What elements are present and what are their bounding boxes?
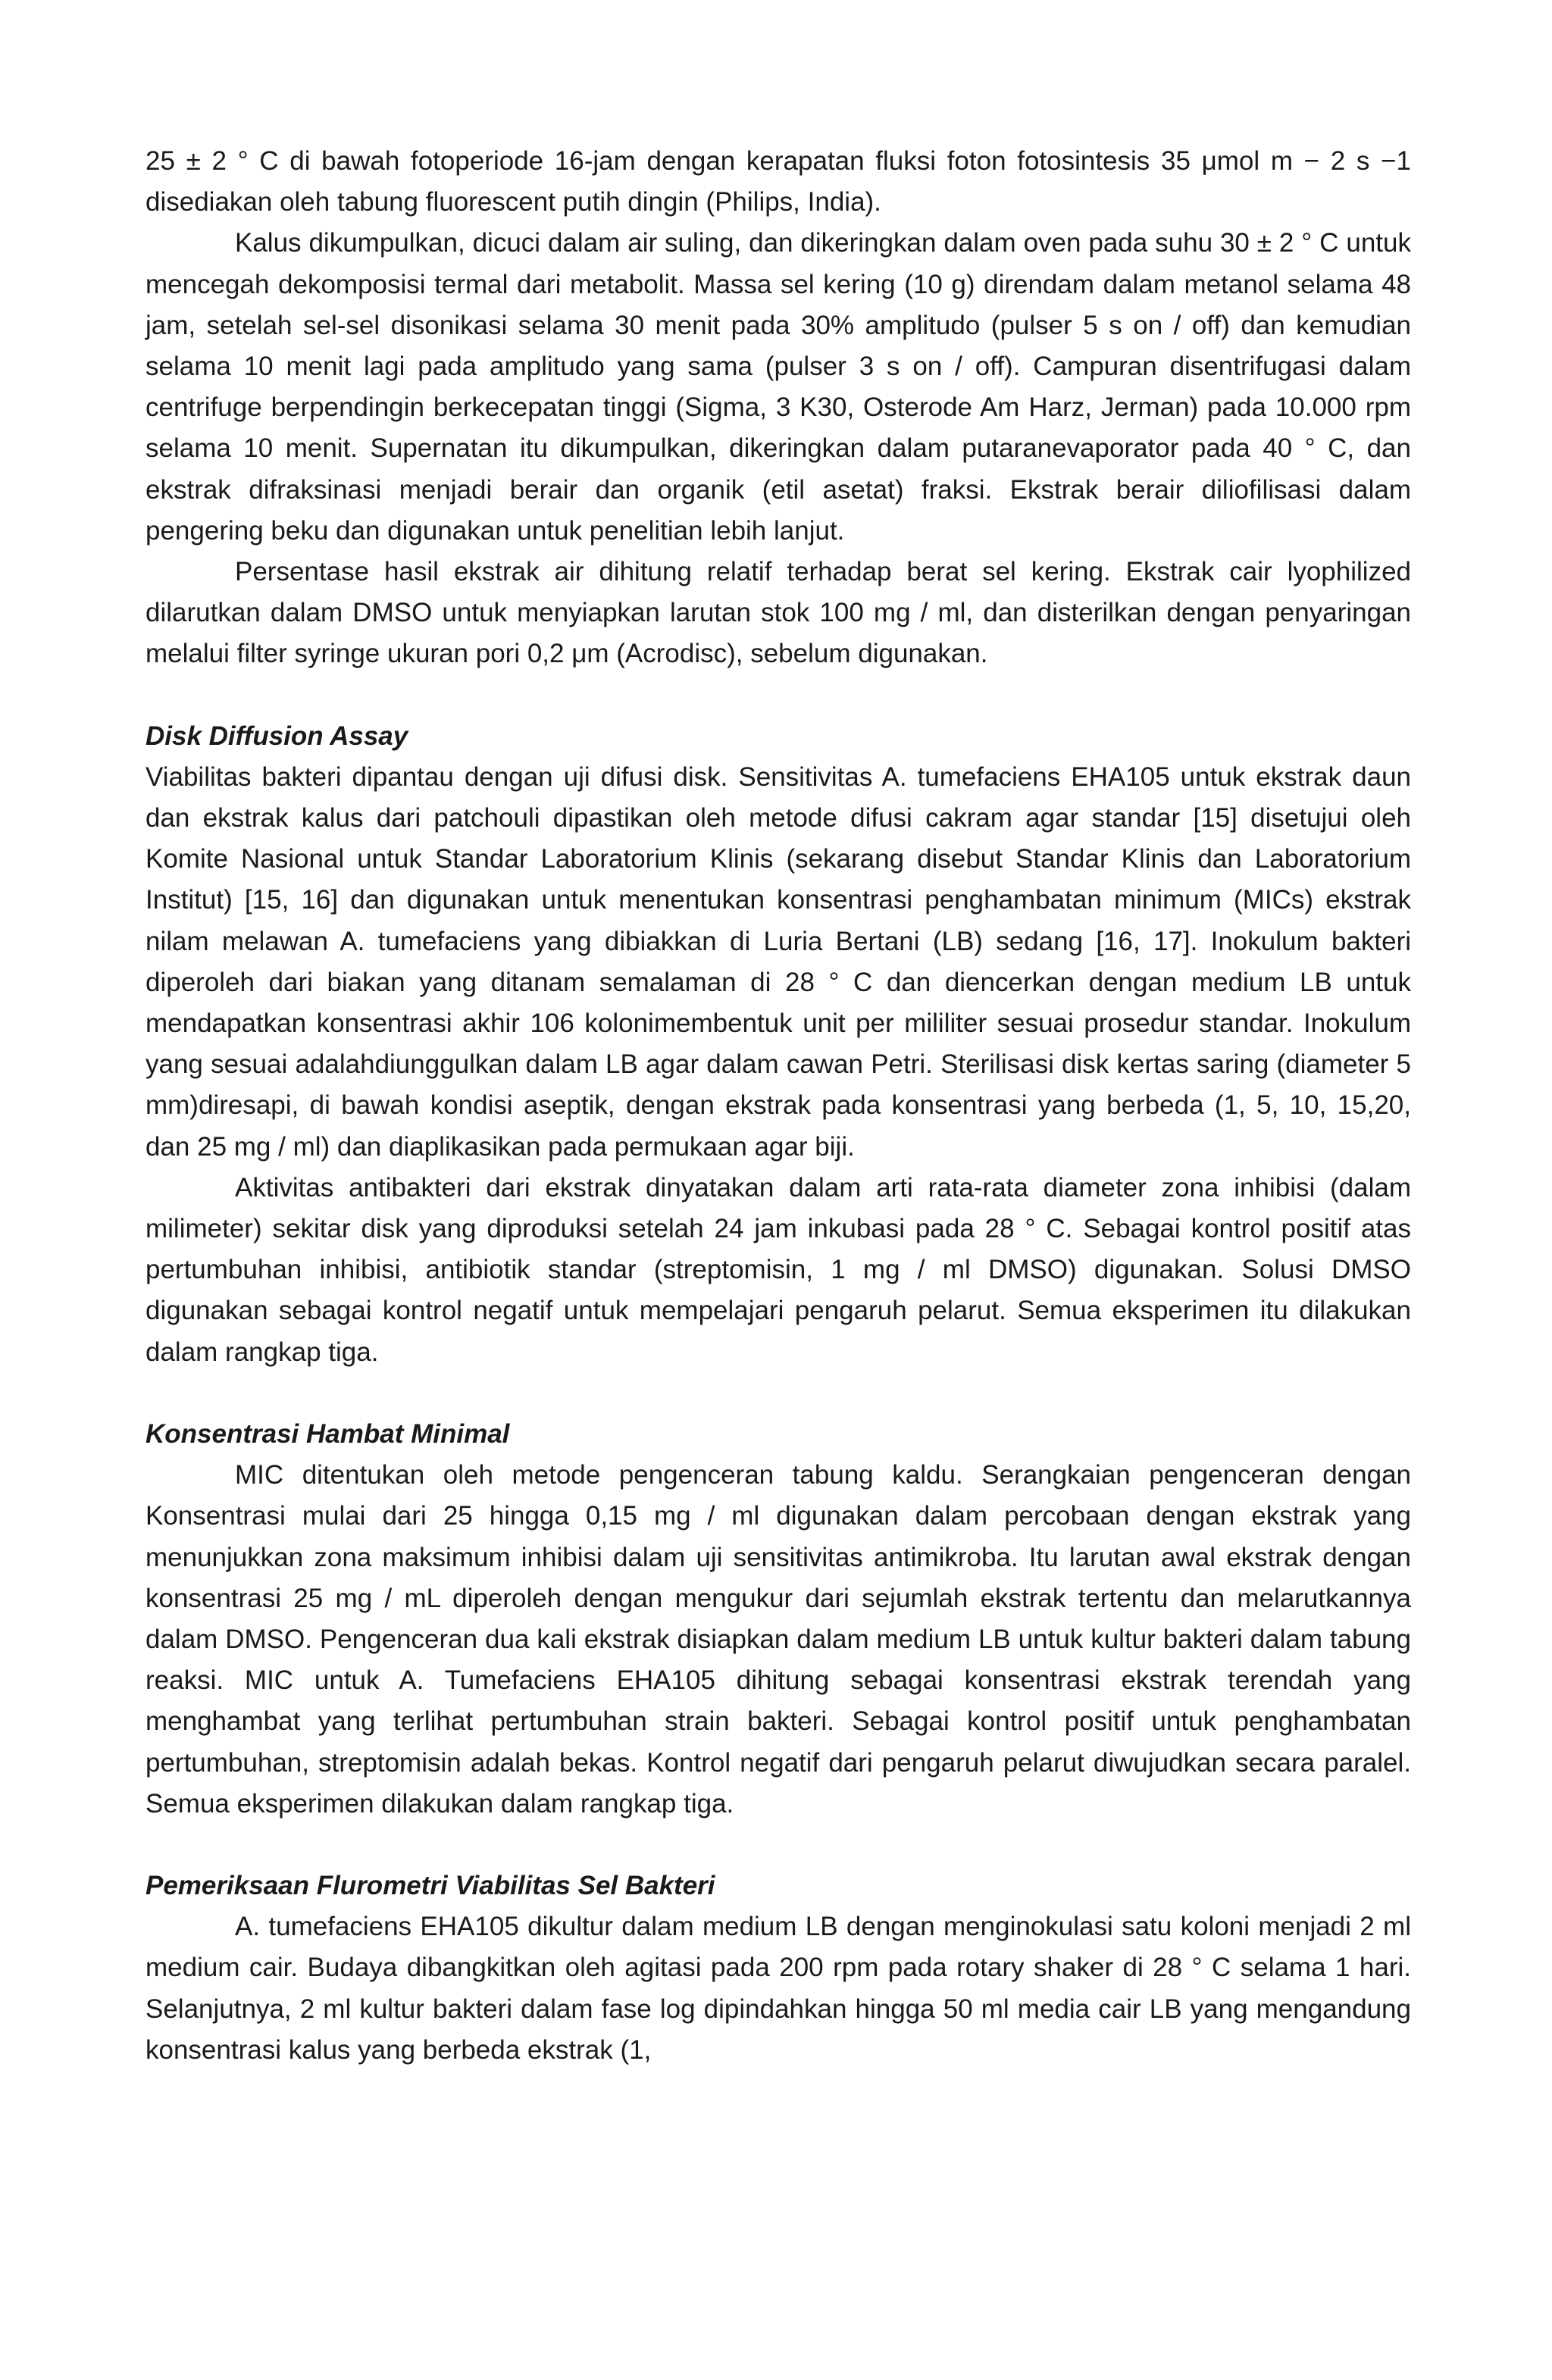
paragraph-fluorometry-1: A. tumefaciens EHA105 dikultur dalam medium LB dengan menginokulasi satu koloni menjadi 2 ml medium cair. Budaya dibangkitkan oleh agitasi pada 200 rpm pada rotary shaker di 28 ° C selama 1 hari. Selanjutnya, 2 ml kultur bakteri dalam fase log dipindahkan hingga 50 ml media cair LB yang mengandung konsentrasi kalus yang berbeda ekstrak (1, — [146, 1912, 1411, 2065]
paragraph-mic-1: MIC ditentukan oleh metode pengenceran tabung kaldu. Serangkaian pengenceran dengan Konsentrasi mulai dari 25 hingga 0,15 mg / ml digunakan dalam percobaan dengan ekstrak yang menunjukkan zona maksimum inhibisi dalam uji sensitivitas antimikroba. Itu larutan awal ekstrak dengan konsentrasi 25 mg / mL diperoleh dengan mengukur dari sejumlah ekstrak tertentu dan melarutkannya dalam DMSO. Pengenceran dua kali ekstrak disiapkan dalam medium LB untuk kultur bakteri dalam tabung reaksi. MIC untuk A. Tumefaciens EHA105 dihitung sebagai konsentrasi ekstrak terendah yang menghambat yang terlihat pertumbuhan strain bakteri. Sebagai kontrol positif untuk penghambatan pertumbuhan, streptomisin adalah bekas. Kontrol negatif dari pengaruh pelarut diwujudkan secara paralel. Semua eksperimen dilakukan dalam rangkap tiga. — [146, 1460, 1411, 1819]
section-spacer — [146, 1825, 1411, 1866]
section-heading-mic: Konsentrasi Hambat Minimal — [146, 1418, 510, 1449]
section-spacer — [146, 1373, 1411, 1414]
document-body — [146, 141, 1411, 2071]
section-spacer — [146, 675, 1411, 716]
paragraph-disk-diffusion-1: Viabilitas bakteri dipantau dengan uji difusi disk. Sensitivitas A. tumefaciens EHA105 untuk ekstrak daun dan ekstrak kalus dari patchouli dipastikan oleh metode difusi cakram agar standar [15] disetujui oleh Komite Nasional untuk Standar Laboratorium Klinis (sekarang disebut Standar Klinis dan Laboratorium Institut) [15, 16] dan digunakan untuk menentukan konsentrasi penghambatan minimum (MICs) ekstrak nilam melawan A. tumefaciens yang dibiakkan di Luria Bertani (LB) sedang [16, 17]. Inokulum bakteri diperoleh dari biakan yang ditanam semalaman di 28 ° C dan diencerkan dengan medium LB untuk mendapatkan konsentrasi akhir 106 kolonimembentuk unit per mililiter sesuai prosedur standar. Inokulum yang sesuai adalahdiunggulkan dalam LB agar dalam cawan Petri. Sterilisasi disk kertas saring (diameter 5 mm)diresapi, di bawah kondisi aseptik, dengan ekstrak pada konsentrasi yang berbeda (1, 5, 10, 15,20, dan 25 mg / ml) dan diaplikasikan pada permukaan agar biji. — [146, 762, 1411, 1162]
section-heading-disk-diffusion: Disk Diffusion Assay — [146, 721, 408, 751]
section-heading-fluorometry: Pemeriksaan Flurometri Viabilitas Sel Bakteri — [146, 1870, 715, 1900]
paragraph-callus-extraction: Kalus dikumpulkan, dicuci dalam air suling, dan dikeringkan dalam oven pada suhu 30 ± 2 ° C untuk mencegah dekomposisi termal dari metabolit. Massa sel kering (10 g) direndam dalam metanol selama 48 jam, setelah sel-sel disonikasi selama 30 menit pada 30% amplitudo (pulser 5 s on / off) dan kemudian selama 10 menit lagi pada amplitudo yang sama (pulser 3 s on / off). Campuran disentrifugasi dalam centrifuge berpendingin berkecepatan tinggi (Sigma, 3 K30, Osterode Am Harz, Jerman) pada 10.000 rpm selama 10 menit. Supernatan itu dikumpulkan, dikeringkan dalam putaranevaporator pada 40 ° C, dan ekstrak difraksinasi menjadi berair dan organik (etil asetat) fraksi. Ekstrak berair diliofilisasi dalam pengering beku dan digunakan untuk penelitian lebih lanjut. — [146, 228, 1411, 546]
paragraph-intro-continued: 25 ± 2 ° C di bawah fotoperiode 16-jam dengan kerapatan fluksi foton fotosintesis 35 μmol m − 2 s −1 disediakan oleh tabung fluorescent putih dingin (Philips, India). — [146, 146, 1411, 217]
paragraph-extract-yield: Persentase hasil ekstrak air dihitung relatif terhadap berat sel kering. Ekstrak cair lyophilized dilarutkan dalam DMSO untuk menyiapkan larutan stok 100 mg / ml, dan disterilkan dengan penyaringan melalui filter syringe ukuran pori 0,2 μm (Acrodisc), sebelum digunakan. — [146, 557, 1411, 669]
paragraph-disk-diffusion-2: Aktivitas antibakteri dari ekstrak dinyatakan dalam arti rata-rata diameter zona inhibisi (dalam milimeter) sekitar disk yang diproduksi setelah 24 jam inkubasi pada 28 ° C. Sebagai kontrol positif atas pertumbuhan inhibisi, antibiotik standar (streptomisin, 1 mg / ml DMSO) digunakan. Solusi DMSO digunakan sebagai kontrol negatif untuk mempelajari pengaruh pelarut. Semua eksperimen itu dilakukan dalam rangkap tiga. — [146, 1172, 1411, 1367]
